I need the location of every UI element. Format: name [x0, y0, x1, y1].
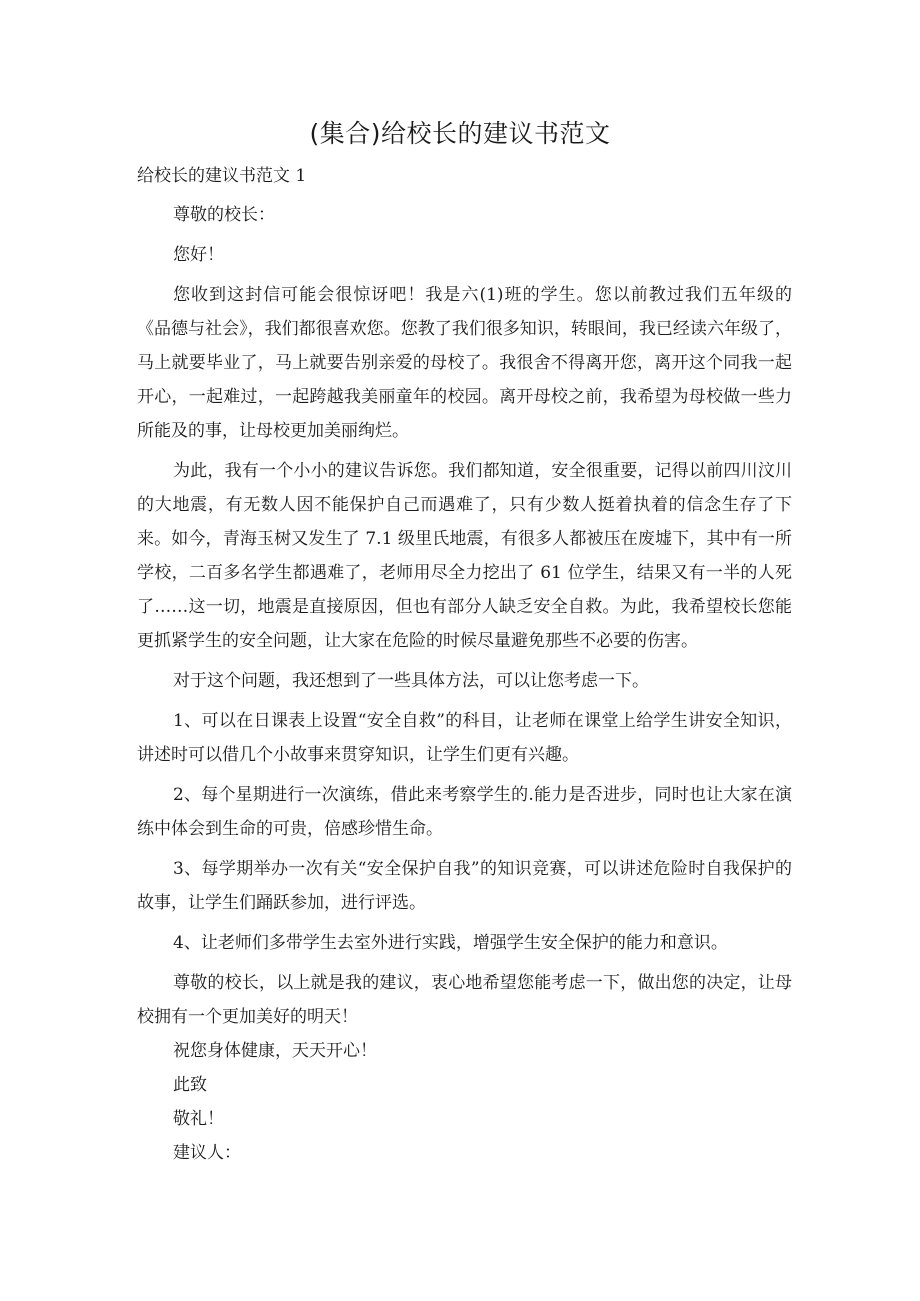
- list-item-method-4: 4、让老师们多带学生去室外进行实践，增强学生安全保护的能力和意识。: [173, 933, 728, 953]
- list-item-method-1: 1、可以在日课表上设置“安全自救”的科目，让老师在课堂上给学生讲安全知识，讲述时可以借几个小故事来贯穿知识，让学生们更有兴趣。: [137, 711, 792, 765]
- letter-body: [137, 198, 792, 1170]
- list-item-method-2: 2、每个星期进行一次演练，借此来考察学生的.能力是否进步，同时也让大家在演练中体会到生命的可贵，倍感珍惜生命。: [137, 785, 792, 839]
- document-title: (集合)给校长的建议书范文: [309, 119, 611, 148]
- paragraph-intro: 您收到这封信可能会很惊讶吧！我是六(1)班的学生。您以前教过我们五年级的《品德与社会》，我们都很喜欢您。您教了我们很多知识，转眼间，我已经读六年级了，马上就要毕业了，马上就要告别亲爱的母校了。我很舍不得离开您，离开这个同我一起开心，一起难过，一起跨越我美丽童年的校园。离开母校之前，我希望为母校做一些力所能及的事，让母校更加美丽绚烂。: [137, 285, 792, 441]
- greeting: 您好！: [173, 245, 224, 265]
- list-item-method-3: 3、每学期举办一次有关“安全保护自我”的知识竞赛，可以讲述危险时自我保护的故事，让学生们踊跃参加，进行评选。: [137, 859, 792, 913]
- paragraph-suggestion: 为此，我有一个小小的建议告诉您。我们都知道，安全很重要，记得以前四川汶川的大地震，有无数人因不能保护自己而遇难了，只有少数人挺着执着的信念生存了下来。如今，青海玉树又发生了 7.1 级里氏地震，有很多人都被压在废墟下，其中有一所学校，二百多名学生都遇难了，老师用尽全力挖出了 61 位学生，结果又有一半的人死了……这一切，地震是直接原因，但也有部分人缺乏安全自救。为此，我希望校长您能更抓紧学生的安全问题，让大家在危险的时候尽量避免那些不必要的伤害。: [137, 461, 792, 651]
- closing-line-1: 此致: [173, 1075, 207, 1095]
- section-subtitle: 给校长的建议书范文 1: [137, 166, 307, 186]
- salutation: 尊敬的校长：: [173, 205, 275, 225]
- signature-line: 建议人：: [173, 1143, 241, 1163]
- closing-line-2: 敬礼！: [173, 1109, 224, 1129]
- wish-line: 祝您身体健康，天天开心！: [173, 1041, 377, 1061]
- paragraph-conclusion: 尊敬的校长，以上就是我的建议，衷心地希望您能考虑一下，做出您的决定，让母校拥有一个更加美好的明天！: [137, 973, 792, 1027]
- paragraph-methods-intro: 对于这个问题，我还想到了一些具体方法，可以让您考虑一下。: [173, 671, 649, 691]
